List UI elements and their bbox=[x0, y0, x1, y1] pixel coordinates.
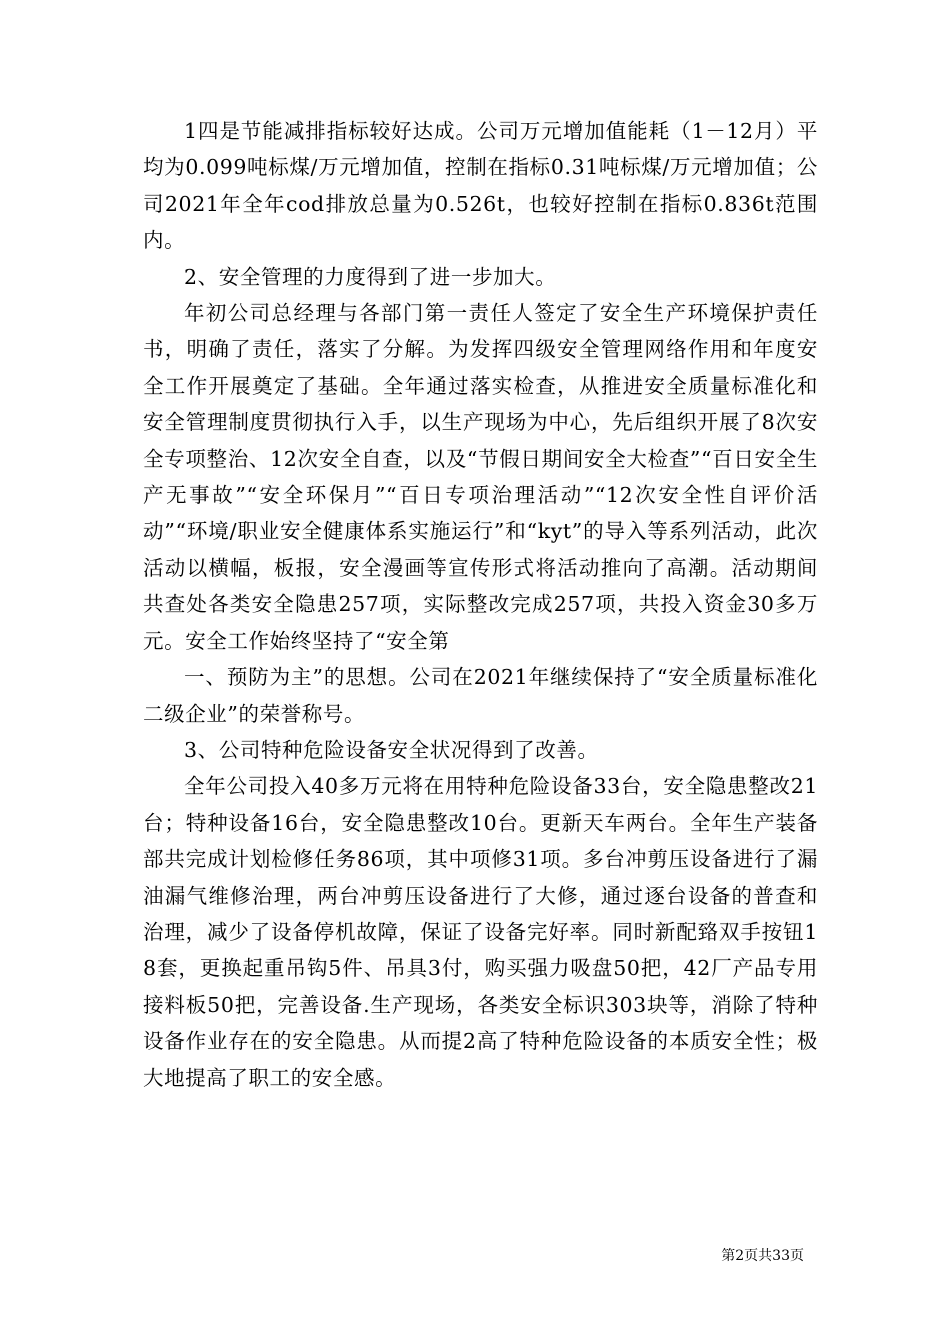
document-body bbox=[143, 113, 818, 1096]
paragraph-safety-activities: 年初公司总经理与各部门第一责任人签定了安全生产环境保护责任书，明确了责任，落实了分解。为发挥四级安全管理网络作用和年度安全工作开展奠定了基础。全年通过落实检查，从推进安全质量标准化和安全管理制度贯彻执行入手，以生产现场为中心，先后组织开展了8次安全专项整治、12次安全自查，以及“节假日期间安全大检查”“百日安全生产无事故”“安全环保月”“百日专项治理活动”“12次安全性自评价活动”“环境/职业安全健康体系实施运行”和“kyt”的导入等系列活动，此次活动以横幅，板报，安全漫画等宣传形式将活动推向了高潮。活动期间共查处各类安全隐患257项，实际整改完成257项，共投入资金30多万元。安全工作始终坚持了“安全第 bbox=[143, 301, 818, 653]
paragraph-energy-saving: 1四是节能减排指标较好达成。公司万元增加值能耗（1－12月）平均为0.099吨标煤/万元增加值，控制在指标0.31吨标煤/万元增加值；公司2021年全年cod排放总量为0.526t，也较好控制在指标0.836t范围内。 bbox=[143, 119, 818, 253]
paragraph-prevention-first: 一、预防为主”的思想。公司在2021年继续保持了“安全质量标准化二级企业”的荣誉称号。 bbox=[143, 665, 818, 726]
page-number: 第2页共33页 bbox=[721, 1248, 804, 1264]
heading-special-equipment: 3、公司特种危险设备安全状况得到了改善。 bbox=[184, 737, 599, 762]
heading-safety-management: 2、安全管理的力度得到了进一步加大。 bbox=[184, 264, 557, 289]
paragraph-equipment-investment: 全年公司投入40多万元将在用特种危险设备33台，安全隐患整改21台；特种设备16台，安全隐患整改10台。更新天车两台。全年生产装备部共完成计划检修任务86项，其中项修31项。多台冲剪压设备进行了漏油漏气维修治理，两台冲剪压设备进行了大修，通过逐台设备的普查和治理，减少了设备停机故障，保证了设备完好率。同时新配臵双手按钮18套，更换起重吊钩5件、吊具3付，购买强力吸盘50把，42厂产品专用接料板50把，完善设备.生产现场，各类安全标识303块等，消除了特种设备作业存在的安全隐患。从而提2高了特种危险设备的本质安全性；极大地提高了职工的安全感。 bbox=[143, 774, 818, 1090]
